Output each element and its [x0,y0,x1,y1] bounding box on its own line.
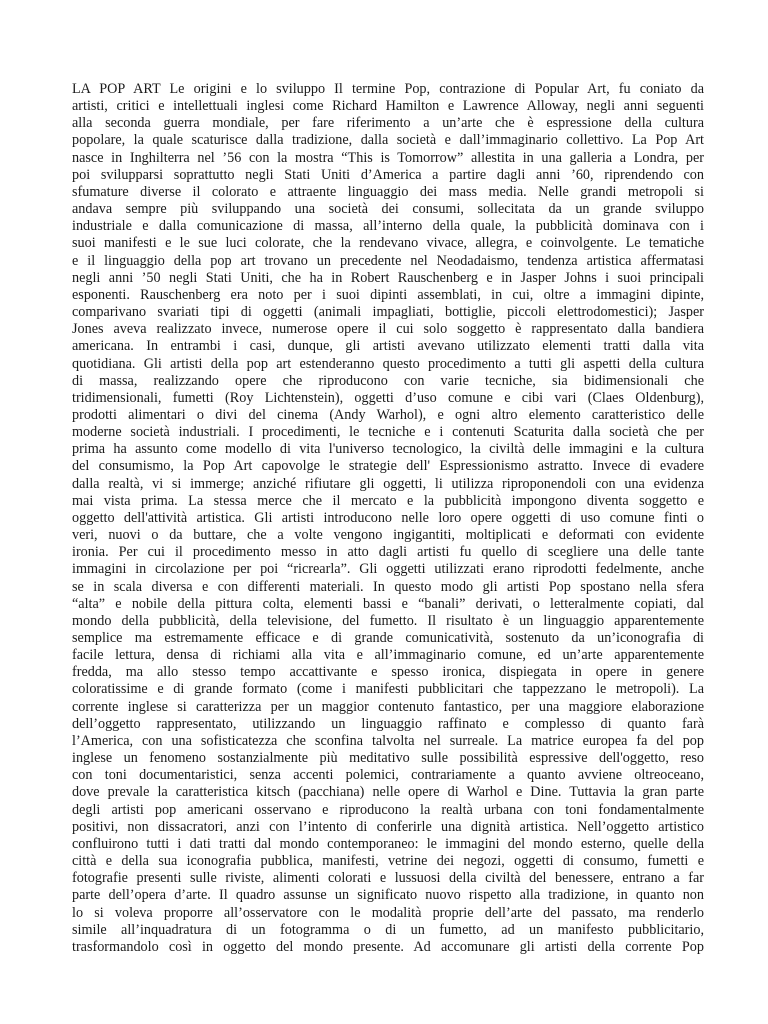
text-line: parte dell’opera d’arte. Il quadro assunse un significato nuovo rispetto alla tradizione, in quanto non [72,887,704,904]
text-line: con toni documentaristici, senza accenti polemici, contrariamente a quanto avviene oltreoceano, [72,767,704,784]
text-line: inglese un fenomeno sostanzialmente più meditativo sulle possibilità espressive dell'oggetto, reso [72,750,704,767]
text-line: di massa, realizzando opere che riproducono con varie tecniche, sia bidimensionali che [72,372,704,389]
text-line: dell’oggetto rappresentato, utilizzando un linguaggio raffinato e complesso di quanto farà [72,715,704,732]
text-line: degli artisti pop americani osservano e riproducono la realtà urbana con toni fondamentalmente [72,801,704,818]
text-line: dalla realtà, vi si immerge; anziché rifiutare gli oggetti, li utilizza riproponendoli con una evidenza [72,475,704,492]
text-line: trasformandolo così in oggetto del mondo presente. Ad accomunare gli artisti della corrente Pop [72,938,704,955]
text-line: americana. In entrambi i casi, dunque, gli artisti avevano utilizzato elementi tratti dalla vita [72,338,704,355]
body-text [72,81,704,956]
text-line: sfumature diverse il colorato e attraente linguaggio dei mass media. Nelle grandi metropoli si [72,183,704,200]
text-line: nasce in Inghilterra nel ’56 con la mostra “This is Tomorrow” allestita in una galleria a Londra, per [72,149,704,166]
text-line: confluirono tutti i dati tratti dal mondo contemporaneo: le immagini del mondo esterno, quelle della [72,835,704,852]
text-line: simile all’inquadratura di un fotogramma o di un fumetto, ad un manifesto pubblicitario, [72,921,704,938]
text-line: andava sempre più sviluppando una società dei consumi, sollecitata da un grande sviluppo [72,201,704,218]
text-line: suoi manifesti e le sue luci colorate, che la rendevano vivace, allegra, e coinvolgente. Le tematiche [72,235,704,252]
text-line: e il linguaggio della pop art trovano un precedente nel Neodadaismo, tendenza artistica affermatasi [72,252,704,269]
text-line: veri, nuovi o da buttare, che a volte vengono ingigantiti, moltiplicati e deformati con evidente [72,527,704,544]
text-line: quotidiana. Gli artisti della pop art estenderanno questo procedimento a tutti gli aspetti della cultura [72,355,704,372]
text-line: città e della sua iconografia pubblica, manifesti, vetrine dei negozi, oggetti di consumo, fumetti e [72,853,704,870]
text-line: se in scala diversa e con differenti materiali. In questo modo gli artisti Pop spostano nella sfera [72,578,704,595]
text-line: dove prevale la caratteristica kitsch (pacchiana) nelle opere di Warhol e Dine. Tuttavia la gran parte [72,784,704,801]
text-line: alla seconda guerra mondiale, per fare riferimento a un’arte che è espressione della cultura [72,115,704,132]
text-line: fredda, ma allo stesso tempo accattivante e spesso ironica, dispiegata in opere in genere [72,664,704,681]
text-line: negli anni ’50 negli Stati Uniti, che ha in Robert Rauschenberg e in Jasper Johns i suoi principali [72,269,704,286]
text-line: fotografie presenti sulle riviste, alimenti colorati e lussuosi della civiltà del benessere, entrano a far [72,870,704,887]
text-line: moderne società industriali. I procedimenti, le tecniche e i contenuti Scaturita dalla società che per [72,424,704,441]
text-line: oggetto dell'attività artistica. Gli artisti introducono nelle loro opere oggetti di uso comune finti o [72,509,704,526]
text-line: esponenti. Rauschenberg era noto per i suoi dipinti assemblati, in cui, oltre a immagini dipinte, [72,286,704,303]
text-line: prima ha assunto come modello di vita l'universo tecnologico, la civiltà delle immagini e la cultura [72,441,704,458]
text-line: artisti, critici e intellettuali inglesi come Richard Hamilton e Lawrence Alloway, negli anni seguenti [72,98,704,115]
text-line: semplice ma estremamente efficace e di grande comunicatività, sostenuto da un’iconografia di [72,630,704,646]
text-line: prodotti alimentari o divi del cinema (Andy Warhol), e ogni altro elemento caratteristico delle [72,406,704,423]
text-line: positivi, non dissacratori, anzi con l’intento di conferirle una dignità artistica. Nell’oggetto artistico [72,818,704,835]
text-line: poi svilupparsi soprattutto negli Stati Uniti d’America a partire dagli anni ’60, riprendendo con [72,166,704,183]
text-line: corrente inglese si caratterizza per un maggior contenuto fantastico, per una maggiore elaborazione [72,698,704,715]
text-line: comparivano svariati tipi di oggetti (animali impagliati, bottiglie, piccoli elettrodomestici); Jasper [72,304,704,321]
text-line: industriale e dalla comunicazione di massa, all’interno della quale, la pubblicità dominava con i [72,218,704,235]
text-line: immagini in circolazione per poi “ricrearla”. Gli oggetti utilizzati erano riprodotti fedelmente, anche [72,561,704,578]
text-line: ironia. Per cui il procedimento messo in atto dagli artisti fu quello di scegliere una delle tante [72,544,704,561]
text-line: lo si voleva proporre all’osservatore con le modalità proprie dell’arte del passato, ma renderlo [72,904,704,921]
text-line: tridimensionali, fumetti (Roy Lichtenstein), oggetti d’uso comune e cibi vari (Claes Oldenburg), [72,389,704,406]
text-line: coloratissime e di grande formato (come i manifesti pubblicitari che tappezzano le metropoli). La [72,681,704,698]
text-line: facile lettura, densa di richiami alla vita e all’immaginario comune, ed un’arte apparentemente [72,647,704,664]
text-line: mondo della pubblicità, della televisione, del fumetto. Il risultato è un linguaggio apparentemente [72,612,704,629]
text-line: LA POP ART Le origini e lo sviluppo Il termine Pop, contrazione di Popular Art, fu coniato da [72,81,704,97]
text-line: l’America, con una sofisticatezza che sconfina talvolta nel surreale. La matrice europea fa del pop [72,732,704,749]
text-line: mai vista prima. La stessa merce che il mercato e la pubblicità impongono diventa soggetto e [72,492,704,509]
text-line: popolare, la quale scaturisce dalla tradizione, dalla società e dall’immaginario collettivo. La Pop Art [72,132,704,149]
text-line: del consumismo, la Pop Art capovolge le strategie dell' Espressionismo astratto. Invece di evadere [72,458,704,475]
text-line: “alta” e nobile della pittura colta, elementi bassi e “banali” derivati, o letteralmente copiati, dal [72,595,704,612]
text-line: Jones aveva realizzato invece, numerose opere il cui solo soggetto è rappresentato dalla bandiera [72,321,704,338]
